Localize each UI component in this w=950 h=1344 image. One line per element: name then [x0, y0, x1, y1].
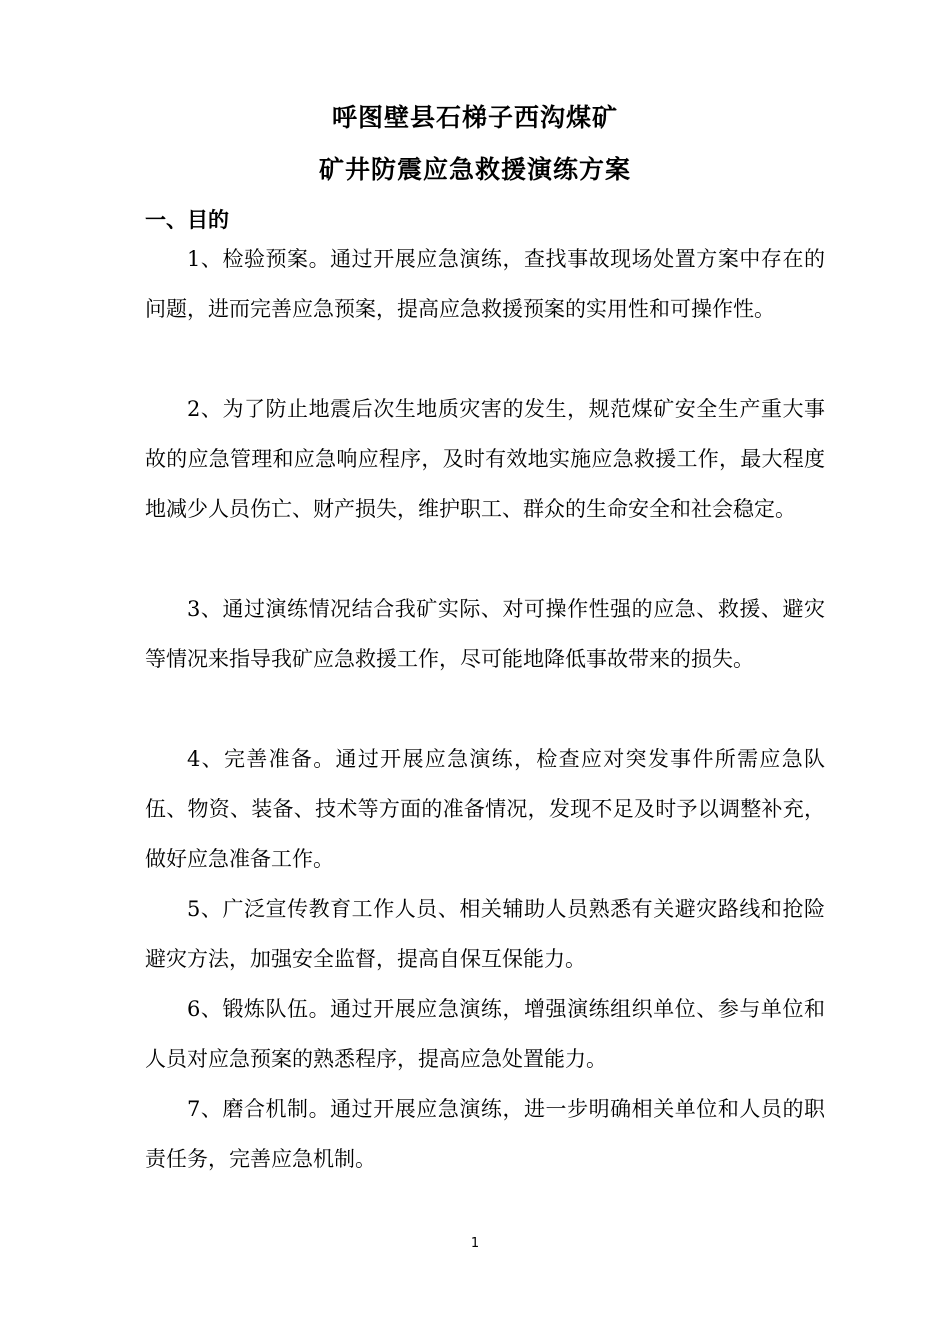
paragraph-2: 2、为了防止地震后次生地质灾害的发生，规范煤矿安全生产重大事故的应急管理和应急响应程序，及时有效地实施应急救援工作，最大程度地减少人员伤亡、财产损失，维护职工、群众的生命安全和社会稳定。	[145, 397, 825, 521]
paragraph-3: 3、通过演练情况结合我矿实际、对可操作性强的应急、救援、避灾等情况来指导我矿应急救援工作，尽可能地降低事故带来的损失。	[145, 597, 825, 671]
paragraph-6: 6、锻炼队伍。通过开展应急演练，增强演练组织单位、参与单位和人员对应急预案的熟悉程序，提高应急处置能力。	[145, 997, 825, 1071]
paragraph-7: 7、磨合机制。通过开展应急演练，进一步明确相关单位和人员的职责任务，完善应急机制。	[145, 1097, 825, 1171]
document-title-line1: 呼图壁县石梯子西沟煤矿	[331, 103, 618, 132]
paragraph-4: 4、完善准备。通过开展应急演练，检查应对突发事件所需应急队伍、物资、装备、技术等方面的准备情况，发现不足及时予以调整补充，做好应急准备工作。	[145, 747, 825, 871]
paragraph-1: 1、检验预案。通过开展应急演练，查找事故现场处置方案中存在的问题，进而完善应急预案，提高应急救援预案的实用性和可操作性。	[145, 247, 825, 321]
page-number: 1	[470, 1236, 480, 1251]
section-heading: 一、目的	[145, 208, 229, 232]
document-title-line2: 矿井防震应急救援演练方案	[318, 155, 631, 184]
paragraph-5: 5、广泛宣传教育工作人员、相关辅助人员熟悉有关避灾路线和抢险避灾方法，加强安全监督，提高自保互保能力。	[145, 897, 825, 971]
